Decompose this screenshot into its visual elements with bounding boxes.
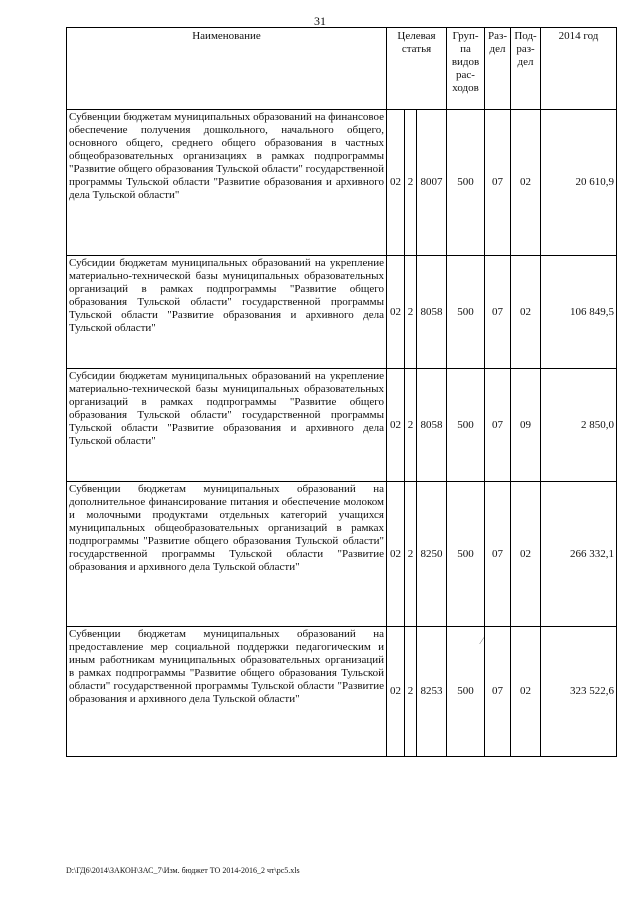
row-amount: 266 332,1	[541, 482, 617, 627]
row-cs3: 8250	[417, 482, 447, 627]
row-subsection: 02	[511, 482, 541, 627]
row-section: 07	[485, 110, 511, 256]
row-name: Субсидии бюджетам муниципальных образований на укрепление материально-технической базы муниципальных образовательных организаций в рамках подпрограммы "Развитие общего образования Тульской области" государственной программы Тульской области "Развитие образования и архивного дела Тульской области"	[67, 369, 387, 482]
row-cs1: 02	[387, 482, 405, 627]
header-section: Раз-дел	[485, 28, 511, 110]
row-amount: 20 610,9	[541, 110, 617, 256]
row-cs3: 8253	[417, 627, 447, 757]
row-section: 07	[485, 369, 511, 482]
row-subsection: 02	[511, 627, 541, 757]
row-cs2: 2	[405, 369, 417, 482]
row-name: Субвенции бюджетам муниципальных образований на предоставление мер социальной поддержки педагогическим и иным работникам муниципальных образовательных организаций в рамках подпрограммы "Развитие общего образования Тульской области" государственной программы Тульской области "Развитие образования и архивного дела Тульской области"	[67, 627, 387, 757]
row-cs2: 2	[405, 482, 417, 627]
budget-table	[66, 27, 617, 757]
row-cs1: 02	[387, 369, 405, 482]
scan-mark: ⁄	[481, 636, 483, 646]
row-cs1: 02	[387, 256, 405, 369]
table-row	[67, 256, 617, 369]
row-group: 500	[447, 627, 485, 757]
table-row	[67, 482, 617, 627]
row-cs2: 2	[405, 627, 417, 757]
row-name: Субвенции бюджетам муниципальных образований на дополнительное финансирование питания и обеспечение молоком и молочными продуктами отдельных категорий учащихся муниципальных общеобразовательных организаций в рамках подпрограммы "Развитие общего образования Тульской области" государственной программы Тульской области "Развитие образования и архивного дела Тульской области"	[67, 482, 387, 627]
row-name: Субсидии бюджетам муниципальных образований на укрепление материально-технической базы муниципальных образовательных организаций в рамках подпрограммы "Развитие общего образования Тульской области" государственной программы Тульской области "Развитие образования и архивного дела Тульской области"	[67, 256, 387, 369]
row-name: Субвенции бюджетам муниципальных образований на финансовое обеспечение получения дошкольного, начального общего, основного общего, среднего общего образования в частных общеобразовательных организациях в рамках подпрограммы "Развитие общего образования Тульской области" государственной программы Тульской области "Развитие образования и архивного дела Тульской области"	[67, 110, 387, 256]
row-cs2: 2	[405, 110, 417, 256]
row-cs2: 2	[405, 256, 417, 369]
header-name: Наименование	[67, 28, 387, 110]
header-subsection: Под-раз-дел	[511, 28, 541, 110]
row-section: 07	[485, 482, 511, 627]
row-cs3: 8058	[417, 369, 447, 482]
row-subsection: 02	[511, 110, 541, 256]
row-amount: 323 522,6	[541, 627, 617, 757]
table-row	[67, 369, 617, 482]
row-group: 500	[447, 369, 485, 482]
row-group: 500	[447, 482, 485, 627]
row-cs1: 02	[387, 110, 405, 256]
row-cs3: 8058	[417, 256, 447, 369]
row-cs1: 02	[387, 627, 405, 757]
row-group: 500	[447, 110, 485, 256]
file-path-footer: D:\ГД6\2014\ЗАКОН\ЗАС_7\Изм. бюджет ТО 2014-2016_2 чт\рс5.xls	[66, 866, 300, 875]
row-cs3: 8007	[417, 110, 447, 256]
row-section: 07	[485, 627, 511, 757]
header-year: 2014 год	[541, 28, 617, 110]
header-expense-group: Груп-па видов рас-ходов	[447, 28, 485, 110]
row-amount: 2 850,0	[541, 369, 617, 482]
row-subsection: 09	[511, 369, 541, 482]
row-amount: 106 849,5	[541, 256, 617, 369]
table-row	[67, 110, 617, 256]
row-subsection: 02	[511, 256, 541, 369]
table-row	[67, 627, 617, 757]
row-group: 500	[447, 256, 485, 369]
table-header-row	[67, 28, 617, 110]
row-section: 07	[485, 256, 511, 369]
page-number: 31	[314, 14, 326, 28]
header-target-article: Целевая статья	[387, 28, 447, 110]
